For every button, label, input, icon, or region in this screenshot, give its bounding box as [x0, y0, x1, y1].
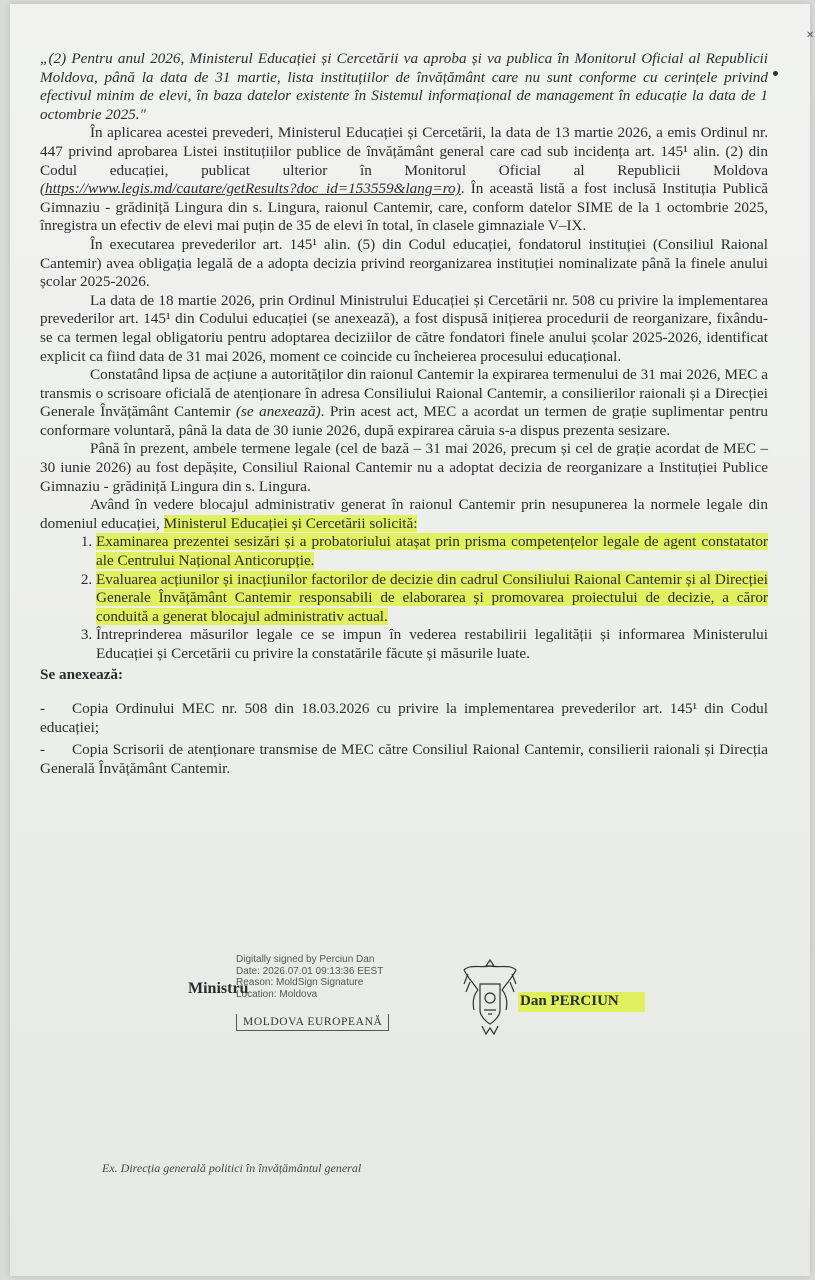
paragraph-warning-text-b: . Prin acest act, MEC a acordat un termen de grație suplimentar pentru conformare voluntară, până la data de 30 iunie 2026, după expirarea căruia s-a dispus prezenta sesizare. [40, 403, 768, 439]
paragraph-order-508: La data de 18 martie 2026, prin Ordinul Ministrului Educației și Cercetării nr. 508 cu privire la implementarea prevederilor art. 145¹ din Codului educației (se anexează), a fost dispusă inițierea procedurii de reorganizare, fixându-se ca termen legal obligatoriu pentru adoptarea deciziilor de către fondatori finele anului școlar 2025-2026, identificat explicit ca fiind data de 31 mai 2026, moment ce coincide cu încheierea procesului educațional. [40, 291, 768, 365]
request-intro-text: Având în vedere blocajul administrativ generat în raionul Cantemir prin nesupunerea la normele legale din domeniul educației, [40, 496, 768, 532]
signature-date: Date: 2026.07.01 09:13:36 EEST [236, 965, 384, 977]
dash: - [40, 700, 46, 718]
paragraph-application-text-a: În aplicarea acestei prevederi, Ministerul Educației și Cercetării, la data de 13 martie 2026, a emis Ordinul nr. 447 privind aprobarea Listei instituțiilor publice de învățământ general care cad sub incidența art. 145¹ alin. (2) din Codul educației, publicat ulterior în Monitorul Oficial al Republicii Moldova [40, 124, 768, 179]
legis-link[interactable]: (https://www.legis.md/cautare/getResults?doc_id=153559&lang=ro) [40, 180, 461, 198]
paragraph-warning-text-a: Constatând lipsa de acțiune a autorităților din raionul Cantemir la expirarea termenului de 31 mai 2026, MEC a transmis o scrisoare oficială de atenționare în adresa Consiliului Raional Cantemir, a consilierilor raionali și a Direcției Generale Învățământ Cantemir [40, 366, 768, 421]
list-item [96, 571, 768, 627]
paragraph-request-intro [40, 496, 768, 533]
annex-heading: Se anexează: [40, 665, 124, 683]
dash: - [40, 741, 46, 759]
signature-location: Location: Moldova [236, 988, 318, 1000]
highlighted-request-heading: Ministerul Educației și Cercetării solicită: [163, 514, 418, 532]
signature-reason: Reason: MoldSign Signature [236, 977, 364, 988]
footer-note: Ex. Direcția generală politici în învățământul general [102, 1161, 362, 1175]
letter-body [40, 50, 768, 779]
request-item-1: Examinarea prezentei sesizări și a probatoriului atașat prin prisma competențelor legale de agent constatator ale Centrului Național Anticorupție. [96, 533, 768, 570]
annex-item-2-text: Copia Scrisorii de atenționare transmise de MEC către Consiliul Raional Cantemir, consilierii raionali și Direcția Generală Învățământ Cantemir. [40, 741, 768, 777]
signature-stamp: MOLDOVA EUROPEANĂ [236, 1014, 389, 1031]
signature-metadata [236, 954, 383, 1000]
list-item [96, 533, 768, 570]
document-page [10, 4, 815, 1276]
coat-of-arms-icon [458, 954, 522, 1040]
paragraph-deadlines: Până în prezent, ambele termene legale (cel de bază – 31 mai 2026, precum și cel de grație acordat de MEC – 30 iunie 2026) au fost depășite, Consiliul Raional Cantemir nu a adoptat decizia de reorganizare a Instituției Publice Gimnaziu - grădiniță Lingura din s. Lingura. [40, 440, 768, 495]
signature-line: Digitally signed by Perciun Dan [236, 954, 375, 965]
annex-note: (se anexează) [235, 403, 321, 421]
bullet-dot [773, 71, 778, 76]
quoted-provision: „(2) Pentru anul 2026, Ministerul Educației și Cercetării va aproba și va publica în Monitorul Oficial al Republicii Moldova, până la data de 31 martie, lista instituțiilor de învățământ care nu sunt conforme cu cerințele privind efectivul minim de elevi, în baza datelor existente în Sistemul informațional de management în educație la data de 1 octombrie 2025." [40, 50, 768, 123]
signer-name: Dan PERCIUN [518, 992, 645, 1012]
corner-mark: ✕ [806, 30, 815, 41]
annex-item-1-text: Copia Ordinului MEC nr. 508 din 18.03.2026 cu privire la implementarea prevederilor art. 145¹ din Codul educației; [40, 700, 768, 736]
paragraph-application [40, 124, 768, 236]
request-list [40, 533, 768, 663]
request-item-3: Întreprinderea măsurilor legale ce se impun în vederea restabilirii legalității și informarea Ministerului Educației și Cercetării cu privire la constatările făcute și măsurile luate. [96, 626, 768, 662]
list-item [96, 626, 768, 663]
paragraph-warning-letter [40, 366, 768, 440]
paragraph-execution: În executarea prevederilor art. 145¹ alin. (5) din Codul educației, fondatorul instituției (Consiliul Raional Cantemir) avea obligația legală de a adopta decizia privind reorganizarea instituției nominalizate până la finele anului școlar 2025-2026. [40, 235, 768, 291]
annex-item-1 [40, 700, 768, 737]
paragraph-application-text-b: . În această listă a fost inclusă Instituția Publică Gimnaziu - grădiniță Lingura din s. Lingura, raionul Cantemir, care, conform datelor SIME de la 1 octombrie 2025, înregistra un efectiv de elevi mai puțin de 35 de elevi în total, în clasele gimnaziale V–IX. [40, 180, 768, 235]
annex-item-2 [40, 741, 768, 778]
request-item-2: Evaluarea acțiunilor și inacțiunilor factorilor de decizie din cadrul Consiliului Raional Cantemir și al Direcției Generale Învățământ Cantemir responsabili de elaborarea și promovarea proiectului de decizie, a căror conduită a generat blocajul administrativ actual. [96, 570, 768, 625]
signer-role: Ministru [188, 980, 249, 997]
